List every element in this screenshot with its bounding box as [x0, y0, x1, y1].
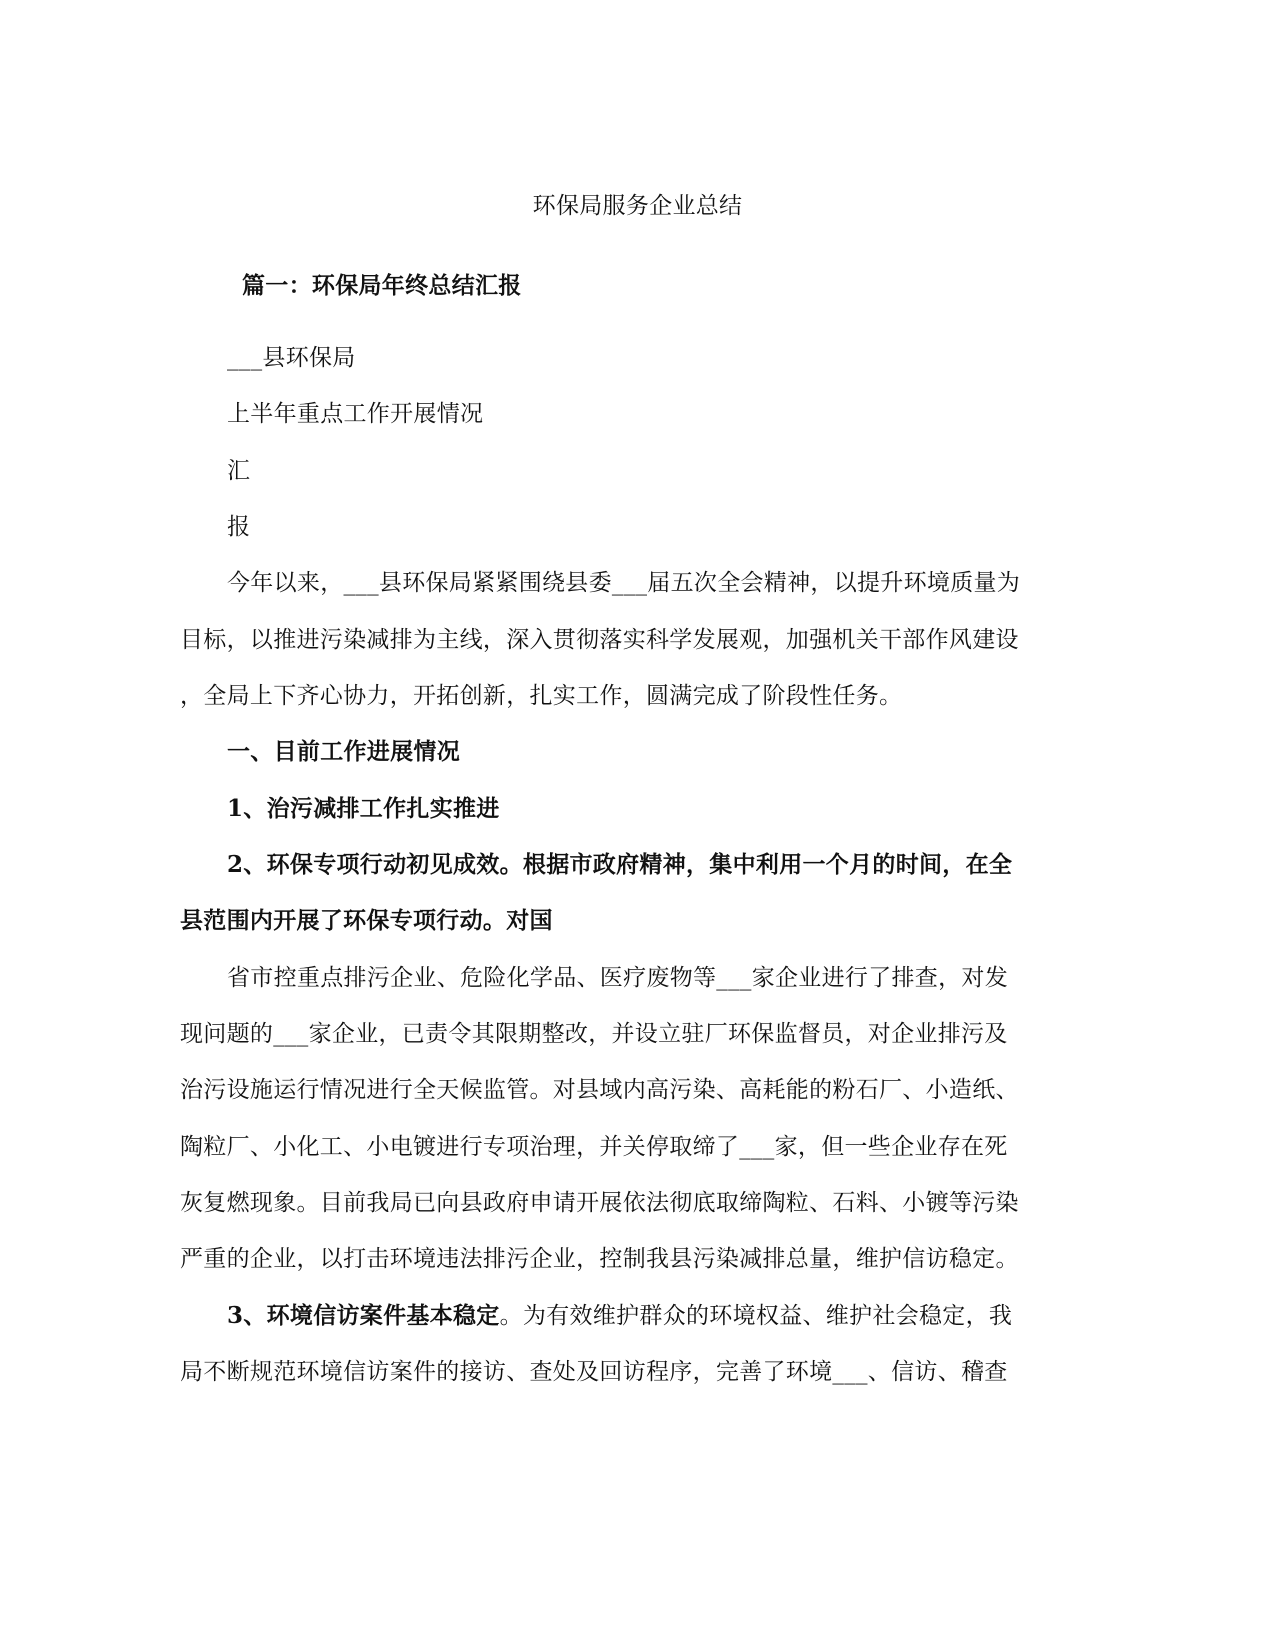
para-2-line: 省市控重点排污企业、危险化学品、医疗废物等___家企业进行了排查，对发: [227, 965, 1008, 991]
para-2-line: 现问题的___家企业，已责令其限期整改，并设立驻厂环保监督员，对企业排污及: [180, 1021, 1008, 1047]
item-3-heading: 3、环境信访案件基本稳定: [227, 1302, 500, 1329]
report-title-line: 上半年重点工作开展情况: [227, 401, 484, 427]
item-1: 1、治污减排工作扎实推进: [227, 795, 500, 822]
report-char-2: 报: [227, 514, 251, 540]
para-3-line: 局不断规范环境信访案件的接访、查处及回访程序，完善了环境___、信访、稽查: [180, 1359, 1008, 1385]
document-title: 环保局服务企业总结: [532, 193, 743, 219]
section-heading: 篇一：环保局年终总结汇报: [242, 272, 522, 299]
item-2-line: 县范围内开展了环保专项行动。对国: [180, 907, 553, 934]
heading-1: 一、目前工作进展情况: [227, 738, 460, 765]
report-char-1: 汇: [227, 458, 251, 484]
org-line: ___县环保局: [227, 345, 356, 371]
para-2-line: 治污设施运行情况进行全天候监管。对县域内高污染、高耗能的粉石厂、小造纸、: [180, 1077, 1019, 1103]
para-2-line: 陶粒厂、小化工、小电镀进行专项治理，并关停取缔了___家，但一些企业存在死: [180, 1134, 1008, 1160]
para-2-line: 灰复燃现象。目前我局已向县政府申请开展依法彻底取缔陶粒、石料、小镀等污染: [180, 1190, 1019, 1216]
intro-line: ，全局上下齐心协力，开拓创新，扎实工作，圆满完成了阶段性任务。: [180, 683, 903, 709]
para-2-line: 严重的企业，以打击环境违法排污企业，控制我县污染减排总量，维护信访稳定。: [180, 1246, 1019, 1272]
item-3-text: 。为有效维护群众的环境权益、维护社会稳定，我: [499, 1303, 1013, 1329]
intro-line: 今年以来，___县环保局紧紧围绕县委___届五次全会精神，以提升环境质量为: [227, 570, 1021, 596]
item-2-line: 2、环保专项行动初见成效。根据市政府精神，集中利用一个月的时间，在全: [227, 851, 1013, 878]
item-3-line: [227, 1300, 1012, 1332]
intro-line: 目标，以推进污染减排为主线，深入贯彻落实科学发展观，加强机关干部作风建设: [180, 627, 1019, 653]
